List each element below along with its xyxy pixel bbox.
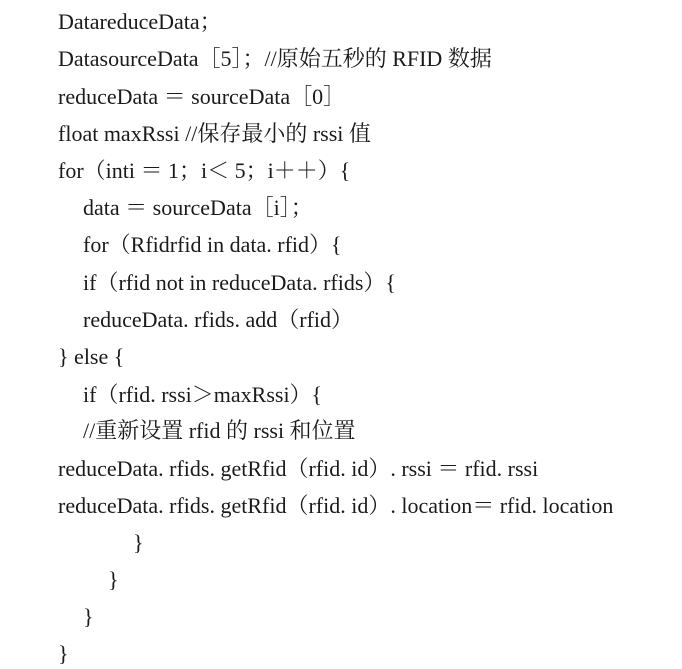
code-line-7: for（Rfidrfid in data. rfid）{ — [83, 232, 342, 257]
closing-brace: } — [108, 567, 119, 592]
code-line-8: if（rfid not in reduceData. rfids）{ — [83, 270, 396, 295]
code-line-10: } else { — [58, 344, 125, 369]
closing-brace: } — [58, 641, 69, 666]
code-line-11: if（rfid. rssi＞maxRssi）{ — [83, 382, 323, 407]
code-line-13: reduceData. rfids. getRfid（rfid. id）. rssi ＝ rfid. rssi — [58, 456, 539, 481]
closing-brace: } — [83, 604, 94, 629]
code-line-2: DatasourceData［5］；//原始五秒的 RFID 数据 — [58, 46, 492, 71]
code-line-14: reduceData. rfids. getRfid（rfid. id）. location＝ rfid. location — [58, 493, 614, 518]
code-line-5: for（inti ＝ 1；i＜ 5；i＋＋）{ — [58, 158, 351, 183]
code-line-9: reduceData. rfids. add（rfid） — [83, 307, 354, 332]
code-line-4: float maxRssi //保存最小的 rssi 值 — [58, 121, 371, 146]
code-line-1: DatareduceData； — [58, 9, 222, 34]
code-line-6: data ＝ sourceData［i］； — [83, 195, 313, 220]
code-line-3: reduceData ＝ sourceData［0］ — [58, 84, 346, 109]
closing-brace: } — [133, 530, 144, 555]
code-line-12: //重新设置 rfid 的 rssi 和位置 — [83, 418, 356, 443]
